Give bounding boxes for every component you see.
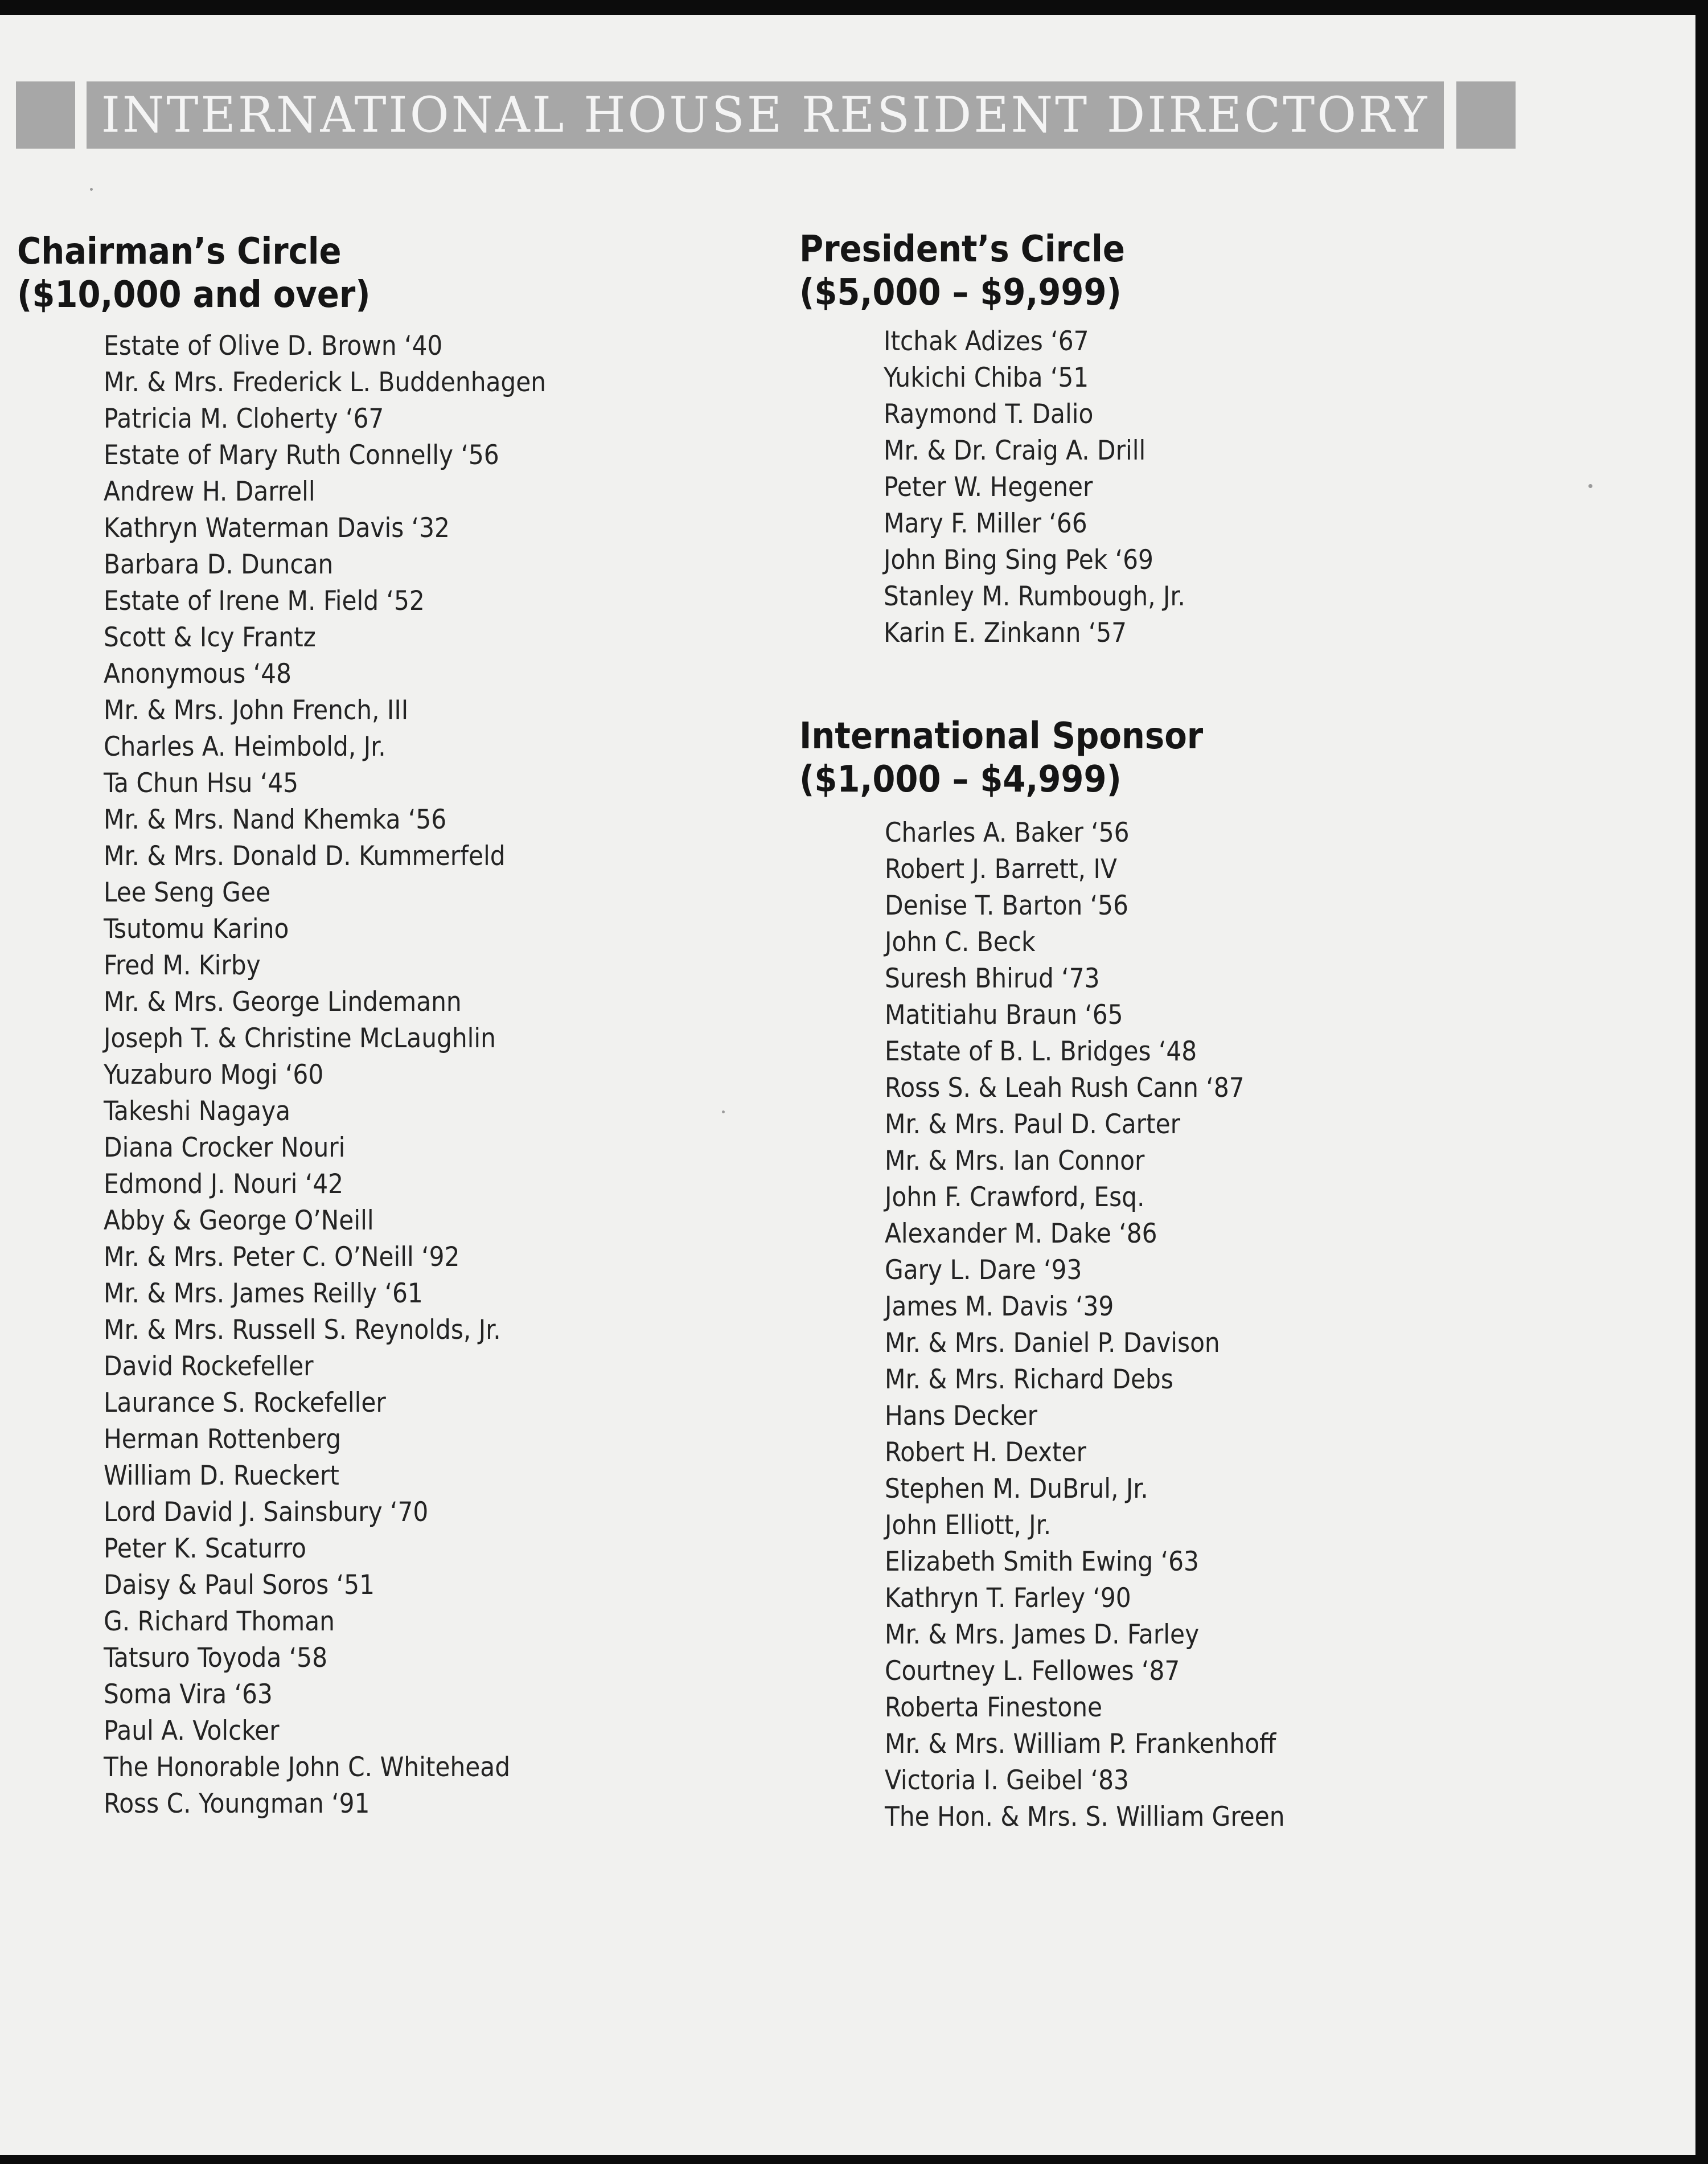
donor-name: Soma Vira ‘63 <box>104 1679 273 1710</box>
donor-name: Mr. & Mrs. Frederick L. Buddenhagen <box>104 367 547 398</box>
donor-name: The Hon. & Mrs. S. William Green <box>885 1801 1285 1833</box>
donor-name: Roberta Finestone <box>885 1692 1103 1723</box>
section-heading <box>17 230 546 317</box>
donor-name: Laurance S. Rockefeller <box>104 1387 386 1419</box>
section-amount-range: ($1,000 – $4,999) <box>799 759 1122 801</box>
donor-name: Peter W. Hegener <box>884 472 1093 503</box>
donor-name: Robert J. Barrett, IV <box>885 854 1117 885</box>
donor-name: Lee Seng Gee <box>104 877 270 908</box>
donor-name: John Elliott, Jr. <box>885 1510 1052 1541</box>
donor-name: Mary F. Miller ‘66 <box>884 508 1087 539</box>
donor-name: Victoria I. Geibel ‘83 <box>885 1765 1129 1796</box>
scan-border-bottom <box>0 2155 1708 2164</box>
presidents-circle-section <box>799 228 1185 651</box>
donor-name: Suresh Bhirud ‘73 <box>885 963 1100 994</box>
donor-name: Courtney L. Fellowes ‘87 <box>885 1655 1180 1687</box>
donor-list <box>885 815 1285 1835</box>
donor-name: Mr. & Mrs. Nand Khemka ‘56 <box>104 804 447 835</box>
donor-name: Kathryn Waterman Davis ‘32 <box>104 513 450 544</box>
donor-name: Gary L. Dare ‘93 <box>885 1255 1082 1286</box>
donor-name: Mr. & Mrs. Ian Connor <box>885 1145 1145 1177</box>
donor-name: Ta Chun Hsu ‘45 <box>104 768 299 799</box>
chairmans-circle-section <box>17 230 546 1822</box>
donor-name: Lord David J. Sainsbury ‘70 <box>104 1497 429 1528</box>
donor-name: Edmond J. Nouri ‘42 <box>104 1169 344 1200</box>
donor-name: Tatsuro Toyoda ‘58 <box>104 1642 327 1674</box>
donor-name: Diana Crocker Nouri <box>104 1132 346 1163</box>
donor-name: Kathryn T. Farley ‘90 <box>885 1583 1131 1614</box>
donor-name: Yuzaburo Mogi ‘60 <box>104 1059 324 1091</box>
page-banner <box>87 81 1444 149</box>
donor-name: Yukichi Chiba ‘51 <box>884 362 1089 394</box>
section-amount-range: ($5,000 – $9,999) <box>799 272 1122 314</box>
donor-name: John F. Crawford, Esq. <box>885 1182 1145 1213</box>
section-title: Chairman’s Circle <box>17 231 342 273</box>
donor-name: Alexander M. Dake ‘86 <box>885 1218 1157 1249</box>
donor-name: Estate of B. L. Bridges ‘48 <box>885 1036 1197 1067</box>
donor-name: James M. Davis ‘39 <box>885 1291 1114 1322</box>
donor-name: Patricia M. Cloherty ‘67 <box>104 403 384 435</box>
donor-name: The Honorable John C. Whitehead <box>104 1752 511 1783</box>
donor-name: Barbara D. Duncan <box>104 549 334 580</box>
scan-border-top <box>0 0 1708 15</box>
donor-name: Abby & George O’Neill <box>104 1205 374 1236</box>
scan-border-right <box>1695 0 1708 2164</box>
donor-name: Mr. & Mrs. James D. Farley <box>885 1619 1200 1650</box>
donor-name: G. Richard Thoman <box>104 1606 335 1637</box>
section-title: President’s Circle <box>799 228 1125 270</box>
section-title: International Sponsor <box>799 715 1204 757</box>
donor-list <box>884 323 1185 651</box>
donor-name: Takeshi Nagaya <box>104 1096 291 1127</box>
donor-name: Joseph T. & Christine McLaughlin <box>104 1023 496 1054</box>
donor-name: Mr. & Mrs. John French, III <box>104 695 409 726</box>
donor-name: Tsutomu Karino <box>104 913 289 945</box>
donor-name: Robert H. Dexter <box>885 1437 1086 1468</box>
donor-name: Mr. & Mrs. Daniel P. Davison <box>885 1327 1220 1359</box>
banner-decor-left <box>16 81 75 149</box>
international-sponsor-section <box>799 715 1285 1835</box>
scan-speck <box>722 1110 725 1113</box>
section-heading <box>799 715 1285 801</box>
donor-name: Mr. & Mrs. Russell S. Reynolds, Jr. <box>104 1314 501 1346</box>
scan-speck <box>1588 484 1592 488</box>
donor-name: Estate of Mary Ruth Connelly ‘56 <box>104 440 499 471</box>
donor-name: Herman Rottenberg <box>104 1424 342 1455</box>
donor-name: Mr. & Dr. Craig A. Drill <box>884 435 1146 466</box>
donor-name: Denise T. Barton ‘56 <box>885 890 1128 921</box>
donor-name: Mr. & Mrs. Donald D. Kummerfeld <box>104 841 506 872</box>
donor-name: Karin E. Zinkann ‘57 <box>884 617 1127 649</box>
donor-name: Estate of Olive D. Brown ‘40 <box>104 330 443 362</box>
banner-decor-right <box>1456 81 1516 149</box>
section-heading <box>799 228 1185 314</box>
page-title: INTERNATIONAL HOUSE RESIDENT DIRECTORY <box>101 87 1430 144</box>
donor-name: Mr. & Mrs. Peter C. O’Neill ‘92 <box>104 1241 460 1273</box>
donor-name: Mr. & Mrs. William P. Frankenhoff <box>885 1728 1276 1760</box>
donor-name: Charles A. Baker ‘56 <box>885 817 1130 849</box>
donor-name: Itchak Adizes ‘67 <box>884 326 1089 357</box>
donor-name: Hans Decker <box>885 1400 1038 1432</box>
donor-name: Anonymous ‘48 <box>104 658 291 690</box>
donor-name: Scott & Icy Frantz <box>104 622 316 653</box>
donor-list <box>104 328 546 1822</box>
donor-name: Estate of Irene M. Field ‘52 <box>104 585 425 617</box>
donor-name: Ross C. Youngman ‘91 <box>104 1788 370 1819</box>
donor-name: Daisy & Paul Soros ‘51 <box>104 1569 375 1601</box>
donor-name: Raymond T. Dalio <box>884 399 1094 430</box>
donor-name: William D. Rueckert <box>104 1460 339 1491</box>
donor-name: Ross S. & Leah Rush Cann ‘87 <box>885 1072 1245 1104</box>
donor-name: Mr. & Mrs. James Reilly ‘61 <box>104 1278 423 1309</box>
donor-name: Matitiahu Braun ‘65 <box>885 999 1123 1031</box>
donor-name: Mr. & Mrs. Paul D. Carter <box>885 1109 1181 1140</box>
donor-name: John Bing Sing Pek ‘69 <box>884 544 1153 576</box>
donor-name: Charles A. Heimbold, Jr. <box>104 731 386 763</box>
donor-name: David Rockefeller <box>104 1351 314 1382</box>
donor-name: Paul A. Volcker <box>104 1715 280 1747</box>
donor-name: John C. Beck <box>885 927 1036 958</box>
donor-name: Fred M. Kirby <box>104 950 261 981</box>
scan-speck <box>90 188 93 191</box>
section-amount-range: ($10,000 and over) <box>17 274 371 316</box>
donor-name: Elizabeth Smith Ewing ‘63 <box>885 1546 1199 1577</box>
donor-name: Mr. & Mrs. Richard Debs <box>885 1364 1173 1395</box>
donor-name: Mr. & Mrs. George Lindemann <box>104 986 462 1018</box>
donor-name: Andrew H. Darrell <box>104 476 315 507</box>
donor-name: Stanley M. Rumbough, Jr. <box>884 581 1185 612</box>
donor-name: Peter K. Scaturro <box>104 1533 306 1564</box>
donor-name: Stephen M. DuBrul, Jr. <box>885 1473 1148 1505</box>
